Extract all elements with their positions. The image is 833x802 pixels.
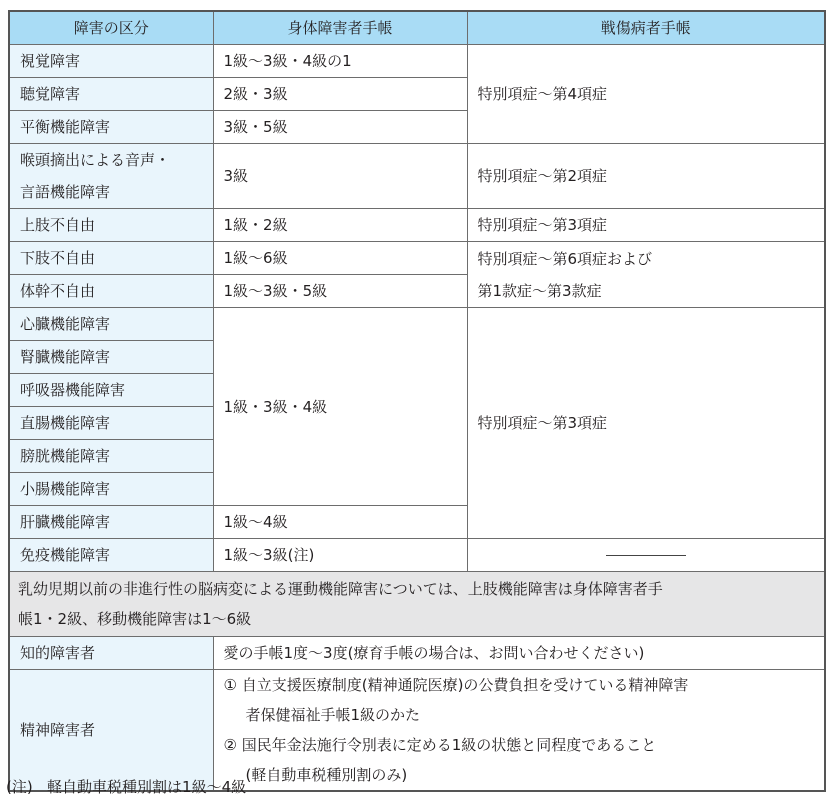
row-senshou	[467, 242, 825, 308]
header-category: 障害の区分	[9, 11, 213, 45]
senshou-line: 第1款症〜第3款症	[477, 281, 602, 300]
row-value: 1級〜3級(注)	[213, 539, 467, 572]
footnote	[6, 776, 246, 797]
condition-2: ② 国民年金法施行令別表に定める1級の状態と同程度であること	[223, 736, 657, 754]
row-label: 平衡機能障害	[9, 111, 213, 144]
dash-line	[606, 555, 686, 556]
row-label: 呼吸器機能障害	[9, 374, 213, 407]
row-label: 下肢不自由	[9, 242, 213, 275]
row-value: 1級〜3級・5級	[213, 275, 467, 308]
row-value: 1級〜6級	[213, 242, 467, 275]
row-value: 1級〜4級	[213, 506, 467, 539]
row-value: 1級・2級	[213, 209, 467, 242]
label-line: 喉頭摘出による音声・	[20, 151, 171, 169]
row-senshou: 特別項症〜第4項症	[467, 45, 825, 144]
row-label: 聴覚障害	[9, 78, 213, 111]
row-senshou: 特別項症〜第2項症	[467, 144, 825, 209]
row-label: 上肢不自由	[9, 209, 213, 242]
footnote-text: 軽自動車税種別割は1級〜4級	[47, 778, 247, 796]
condition-2-cont: (軽自動車税種別割のみ)	[245, 766, 408, 784]
row-label: 肝臓機能障害	[9, 506, 213, 539]
row-value: 2級・3級	[213, 78, 467, 111]
row-value: 3級・5級	[213, 111, 467, 144]
condition-1: ① 自立支援医療制度(精神通院医療)の公費負担を受けている精神障害	[223, 676, 689, 694]
row-label	[9, 144, 213, 209]
note-line: 帳1・2級、移動機能障害は1〜6級	[18, 610, 252, 628]
header-war-injury-handbook: 戦傷病者手帳	[467, 11, 825, 45]
footnote-mark: (注)	[6, 778, 33, 796]
row-value: 1級〜3級・4級の1	[213, 45, 467, 78]
row-label: 免疫機能障害	[9, 539, 213, 572]
disability-eligibility-table	[8, 10, 826, 792]
row-senshou: 特別項症〜第3項症	[467, 308, 825, 539]
row-label: 視覚障害	[9, 45, 213, 78]
cerebral-palsy-note	[9, 572, 825, 637]
row-label: 心臓機能障害	[9, 308, 213, 341]
row-value	[213, 670, 825, 792]
header-physical-handbook: 身体障害者手帳	[213, 11, 467, 45]
row-senshou: 特別項症〜第3項症	[467, 209, 825, 242]
row-value: 3級	[213, 144, 467, 209]
row-value: 愛の手帳1度〜3度(療育手帳の場合は、お問い合わせください)	[213, 637, 825, 670]
condition-1-cont: 者保健福祉手帳1級のかた	[245, 706, 421, 724]
row-label: 体幹不自由	[9, 275, 213, 308]
note-line: 乳幼児期以前の非進行性の脳病変による運動機能障害については、上肢機能障害は身体障害者手	[18, 580, 663, 598]
row-label: 精神障害者	[9, 670, 213, 792]
row-label: 小腸機能障害	[9, 473, 213, 506]
label-line: 言語機能障害	[20, 183, 111, 201]
row-label: 膀胱機能障害	[9, 440, 213, 473]
row-label: 知的障害者	[9, 637, 213, 670]
row-label: 腎臓機能障害	[9, 341, 213, 374]
senshou-line: 特別項症〜第6項症および	[477, 249, 653, 268]
row-label: 直腸機能障害	[9, 407, 213, 440]
row-value: 1級・3級・4級	[213, 308, 467, 506]
not-applicable-cell	[467, 539, 825, 572]
